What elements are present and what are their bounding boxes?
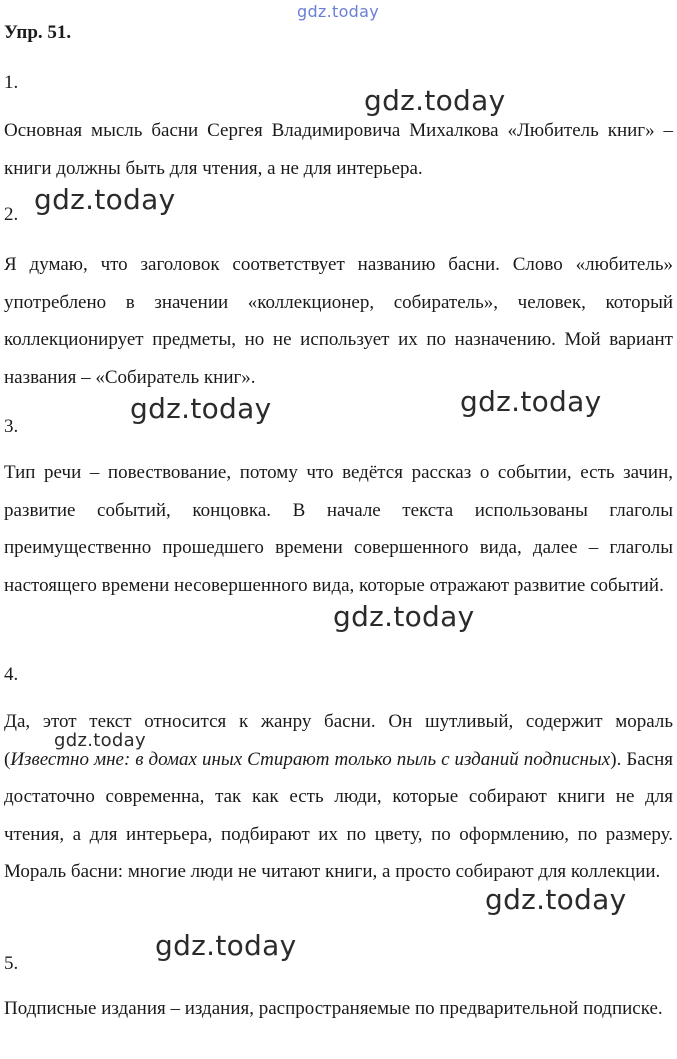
section-number-4: 4. bbox=[4, 664, 19, 685]
section-number-5: 5. bbox=[4, 953, 19, 974]
section-text-4 bbox=[4, 703, 673, 891]
watermark: gdz.today bbox=[460, 385, 602, 418]
section-text-4-start: Да, этот текст относится к жанру басни. Он шутливый, содержит мораль ( bbox=[4, 711, 673, 770]
section-number-2: 2. bbox=[4, 204, 19, 225]
section-text-2: Я думаю, что заголовок соответствует названию басни. Слово «любитель» употреблено в значении «коллекционер, собиратель», человек, который коллекционирует предметы, но не использует их по назначению. Мой вариант названия – «Собиратель книг». bbox=[4, 254, 673, 388]
fable-moral-quote: Известно мне: в домах иных Стирают только пыль с изданий подписных bbox=[10, 748, 611, 770]
section-text-5: Подписные издания – издания, распространяемые по предварительной подписке. bbox=[4, 998, 663, 1019]
watermark: gdz.today bbox=[54, 730, 146, 751]
section-text-4-end: ). Басня достаточно современна, так как есть люди, которые собирают книги не для чтения, а для интерьера, подбирают их по цвету, по оформлению, по размеру. Мораль басни: многие люди не читают книги, а просто собирают для коллекции. bbox=[4, 748, 674, 882]
section-number-1: 1. bbox=[4, 72, 19, 93]
watermark: gdz.today bbox=[130, 392, 272, 425]
watermark: gdz.today bbox=[485, 883, 627, 916]
section-text-1: Основная мысль басни Сергея Владимировича Михалкова «Любитель книг» – книги должны быть для чтения, а не для интерьера. bbox=[4, 120, 673, 179]
section-text-3: Тип речи – повествование, потому что ведётся рассказ о событии, есть зачин, развитие событий, концовка. В начале текста использованы глаголы преимущественно прошедшего времени совершенного вида, далее – глаголы настоящего времени несовершенного вида, которые отражают развитие событий. bbox=[4, 462, 673, 596]
watermark: gdz.today bbox=[34, 183, 176, 216]
watermark: gdz.today bbox=[333, 600, 475, 633]
header-watermark: gdz.today bbox=[297, 2, 379, 21]
watermark: gdz.today bbox=[364, 84, 506, 117]
watermark: gdz.today bbox=[155, 929, 297, 962]
exercise-title: Упр. 51. bbox=[4, 22, 72, 43]
section-number-3: 3. bbox=[4, 416, 19, 437]
